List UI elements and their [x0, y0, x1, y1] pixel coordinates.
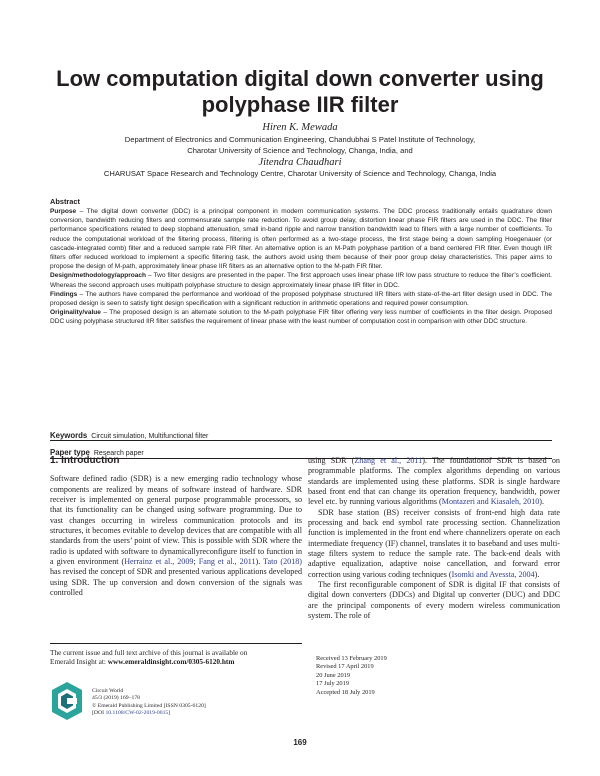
footnote-text: [50, 657, 302, 666]
keywords-line: [50, 431, 552, 440]
body-text: ;: [193, 557, 199, 567]
body-text: Software defined radio (SDR) is a new emerging radio technology whose components are realized by means of software instead of hardware. SDR receiver is implemented on general purpose programmable processors, so that its functionality can be changed using software programming. Due to vast changes occurring in wireless communication protocols and its structures, it becomes evitable to develop devices that are compatible with all standards from the users’ point of view. This is possible with SDR where the radio is updated with software to dynamicallyreconfigure itself to function in a given environment (: [50, 474, 302, 567]
keywords-label: Keywords: [50, 431, 88, 440]
journal-name: Circuit World: [92, 688, 124, 694]
publisher-line: © Emerald Publishing Limited [ISSN 0305-6120]: [92, 702, 206, 709]
abstract-findings: [50, 290, 552, 308]
journal-footnote: [50, 648, 302, 667]
publication-info: [92, 688, 292, 717]
author-affiliation: Charotar University of Science and Technology, Changa, India, and: [187, 146, 413, 155]
page-number: 169: [293, 738, 307, 747]
body-text: SDR base station (BS) receiver consists of front-end high data rate processing and back end symbol rate processing section. Channelization function is implemented in the front end where channelizers operate on each intermediate frequency (IF) channel, translates it to baseband and uses multi-stage filters system to reduce the sample rate. The back-end deals with adaptive equalization, adaptive noise cancellation, and forward error correction using various coding techniques (: [308, 507, 560, 579]
journal-volume: 45/3 (2019) 169–178: [92, 695, 141, 702]
abstract-label: Originality/value: [50, 309, 101, 317]
abstract-label: Purpose: [50, 208, 77, 215]
abstract-text: – The digital down converter (DDC) is a principal component in modern communication systems. The DDC process traditionally entails quadrature down conversion, bandwidth reducing filters and commensurate sample rate reduction. To avoid group delay, distortion linear phase FIR filters are used in the DDC. The filter performance specifications related to deep stopband attenuation, small in-band ripple and narrow transition bandwidth lead to filters with a large number of coefficients. To reduce the computational workload of the filtering process, filtering is often performed as a two-stage process, the first stage being a down sampling Hoegenauer (or cascade-integrated comb) filter and a reduced sample rate FIR filter. An alternative option is an M-Path polyphase partition of a band centered FIR filter. Even though IIR filters offer reduced workload to implement a specific filtering task, the authors avoid using them because of their poor group delay characteristics. This paper aims to propose the design of M-path, approximately linear phase IIR filters as an alternative option to the M-path FIR filter.: [50, 208, 552, 271]
doi-line: [92, 710, 292, 717]
right-column: [308, 456, 560, 622]
body-text: ).: [255, 557, 264, 567]
body-paragraph: [308, 508, 560, 580]
footnote-prefix: Emerald Insight at:: [50, 657, 108, 667]
body-text: has revised the concept of SDR and presented various applications developed using SDR. The up conversion and down conversion of the signals was controlled: [50, 567, 302, 598]
section-heading: 1. Introduction: [50, 455, 120, 466]
footnote-divider: [50, 643, 302, 644]
author-name: Hiren K. Mewada: [262, 122, 338, 133]
abstract-label: Findings: [50, 290, 78, 298]
date-revised: 20 June 2019: [316, 671, 351, 679]
abstract-heading: Abstract: [50, 197, 80, 206]
journal-url-link[interactable]: www.emeraldinsight.com/0305-6120.htm: [107, 657, 235, 667]
abstract-design: [50, 271, 552, 289]
citation-link[interactable]: Fang et al., 2011: [198, 557, 256, 567]
body-text: ).: [539, 497, 545, 507]
author-name: Jitendra Chaudhari: [258, 156, 342, 168]
date-revised: 17 July 2019: [316, 680, 350, 688]
abstract-originality: [50, 308, 552, 326]
citation-link[interactable]: Isomki and Avessta, 2004: [451, 569, 535, 579]
paper-title: Low computation digital down converter using polyphase IIR filter: [56, 66, 544, 117]
paper-type-label: Paper type: [50, 448, 90, 457]
divider: [50, 440, 552, 441]
author-affiliation: Department of Electronics and Communication Engineering, Chandubhai S Patel Institute of Technology,: [124, 134, 476, 144]
body-text: ).: [534, 569, 540, 579]
abstract-text: – The proposed design is an alternate solution to the M-path polyphase FIR filter offering very less number of coefficients in the filter design. Proposed DDC using polyphase structured IIR filter satisfies the requirement of linear phase with the least number of computation cost in comparison with other DDC structure.: [50, 309, 552, 326]
body-text: ). The foundationof SDR is based on programmable platforms. The complex algorithms depending on various standards are implemented using these platforms. SDR is single hardware based front end that can change its operation frequency, bandwidth, power level etc. by running various algorithms (: [308, 456, 560, 507]
author-affiliation: CHARUSAT Space Research and Technology Centre, Charotar University of Science and Technology, Changa, India: [103, 169, 497, 178]
footnote-text: The current issue and full text archive of this journal is available on: [50, 648, 248, 657]
article-dates: [316, 655, 516, 697]
citation-link[interactable]: Tato (2018): [263, 557, 302, 567]
body-text: using SDR (: [308, 456, 355, 465]
abstract-section: [50, 197, 552, 327]
keywords-text: Circuit simulation, Multifunctional filter: [91, 433, 209, 440]
body-paragraph: The first reconfigurable component of SDR is digital IF that consists of digital down converters (DDCs) and Digital up converter (DUC) and DDC are the principal components of every modern wireless communication system. The role of: [308, 580, 560, 621]
date-received: Received 13 February 2019: [316, 655, 387, 662]
doi-prefix: [DOI: [92, 709, 106, 716]
body-paragraph: [50, 474, 302, 598]
date-revised: Revised 17 April 2019: [316, 663, 374, 671]
paper-type-text: Research paper: [93, 450, 144, 457]
left-column: [50, 456, 302, 598]
abstract-text: – Two filter designs are presented in the paper. The first approach uses linear phase IIR low pass structure to reduce the filter’s coefficient. Whereas the second approach uses multipath polyphase structure to design approximately linear phase IIR filter in DDC.: [50, 272, 552, 289]
citation-link[interactable]: Herrainz et al., 2009: [124, 557, 194, 567]
author-block: [40, 122, 560, 180]
emerald-logo-icon: [52, 682, 82, 720]
abstract-purpose: [50, 207, 552, 271]
date-accepted: Accepted 18 July 2019: [316, 688, 375, 696]
doi-suffix: ]: [168, 709, 171, 716]
body-paragraph: [308, 456, 560, 508]
doi-link[interactable]: 10.1108/CW-02-2019-0015: [105, 709, 169, 716]
abstract-label: Design/methodology/approach: [50, 272, 147, 280]
citation-link[interactable]: Montazeri and Kiasaleh, 2010: [441, 497, 540, 507]
citation-link[interactable]: Zhang et al., 2011: [354, 456, 423, 465]
abstract-text: – The authors have compared the performance and workload of the proposed polyphase structured IIR filters with state-of-the-art filter design used in DDC. The proposed design is seen to satisfy tight design specification with a significant reduction in arithmetic operations and required power consumption.: [50, 290, 552, 308]
